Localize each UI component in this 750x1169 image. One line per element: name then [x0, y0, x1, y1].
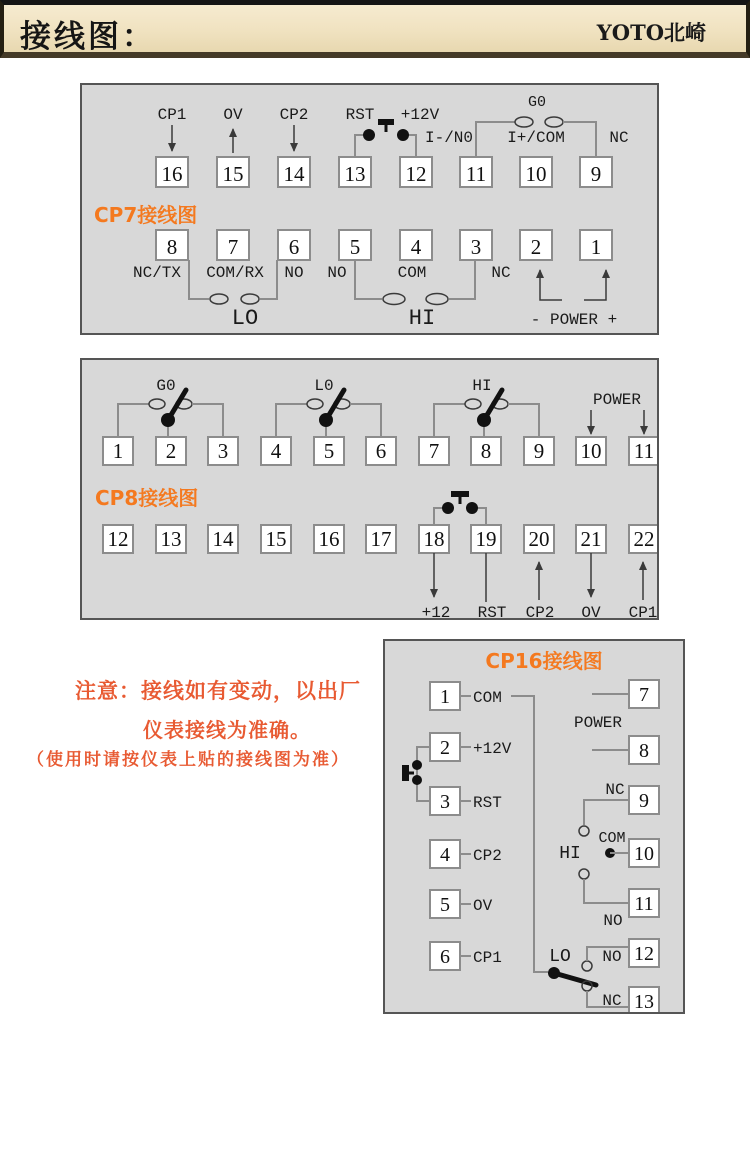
cp8-terminal-9: 9 — [533, 439, 545, 463]
cp16-lo-relay — [548, 947, 629, 1010]
cp8-terminal-5: 5 — [323, 439, 335, 463]
cp7-terminal-6: 6 — [288, 235, 300, 259]
cp16-label-rst: RST — [473, 794, 502, 812]
cp7-terminal-3: 3 — [470, 235, 482, 259]
page-title: 接线图： — [20, 19, 156, 55]
cp16-terminal-12: 12 — [634, 943, 654, 965]
cp16-label-no11: NO — [603, 912, 623, 930]
cp16-hi-relay — [559, 781, 629, 930]
cp8-terminal-2: 2 — [165, 439, 177, 463]
cp7-signal-arrows — [172, 125, 294, 153]
cp16-terminal-10: 10 — [634, 843, 654, 865]
note-line-2: 仪表接线为准确。 — [143, 718, 311, 742]
cp7-label-cp1: CP1 — [157, 106, 187, 124]
note-line-1: 注意：接线如有变动，以出厂 — [75, 678, 361, 703]
cp8-terminal-11: 11 — [633, 439, 655, 463]
cp7-label-com4: COM — [397, 264, 427, 282]
cp8-terminal-15: 15 — [265, 527, 287, 551]
cp8-label-rst: RST — [477, 604, 507, 618]
cp7-terminal-16: 16 — [161, 162, 183, 186]
cp8-label-g0: G0 — [156, 377, 176, 395]
cp7-label-nc-top: NC — [609, 129, 629, 147]
cp7-terminal-10: 10 — [525, 162, 547, 186]
cp8-terminal-19: 19 — [475, 527, 497, 551]
cp7-reset-pushbutton — [355, 119, 416, 157]
cp7-label-hi: HI — [408, 306, 436, 331]
cp7-terminal-15: 15 — [222, 162, 244, 186]
cp8-label-hi: HI — [472, 377, 492, 395]
cp16-terminal-5: 5 — [440, 894, 450, 916]
cp16-terminal-11: 11 — [634, 893, 654, 915]
cp16-terminal-8: 8 — [639, 740, 649, 762]
cp16-label-lo: LO — [549, 947, 571, 967]
cp16-label-cp1: CP1 — [473, 949, 502, 967]
cp8-g0-switch — [118, 377, 223, 437]
cp16-label-com1: COM — [473, 689, 502, 707]
cp7-label-com-rx: COM/RX — [206, 264, 264, 282]
cp8-power-arrows — [591, 410, 644, 434]
cp16-panel-title: CP16接线图 — [485, 649, 603, 673]
cp8-terminal-8: 8 — [480, 439, 492, 463]
cp8-terminal-1: 1 — [112, 439, 124, 463]
cp7-label-ov: OV — [223, 106, 243, 124]
cp7-terminal-7: 7 — [227, 235, 239, 259]
cp16-terminal-6: 6 — [440, 946, 450, 968]
cp8-diagram — [82, 360, 657, 618]
note-line-3: （使用时请按仪表上贴的接线图为准） — [27, 750, 350, 770]
cp7-terminal-5: 5 — [349, 235, 361, 259]
page-header — [0, 0, 750, 58]
cp8-terminal-18: 18 — [423, 527, 445, 551]
cp8-hi-switch — [434, 377, 539, 437]
cp7-power-arrows — [540, 270, 606, 300]
cp7-label-nc3: NC — [491, 264, 511, 282]
cp16-terminal-3: 3 — [440, 791, 450, 813]
cp8-terminal-4: 4 — [270, 439, 282, 463]
cp7-terminal-8: 8 — [166, 235, 178, 259]
cp16-label-nc13: NC — [602, 992, 622, 1010]
cp16-com-bus-wire — [511, 696, 548, 972]
cp8-wiring-diagram-panel — [80, 358, 659, 620]
cp16-diagram — [385, 641, 683, 1012]
cp8-terminal-22: 22 — [633, 527, 655, 551]
cp7-terminal-13: 13 — [344, 162, 366, 186]
cp8-panel-title: CP8接线图 — [95, 486, 199, 510]
cp16-label-power: POWER — [573, 714, 623, 732]
cp7-label-i-minus-no: I-/N0 — [424, 129, 473, 147]
cp8-terminal-13: 13 — [160, 527, 182, 551]
cp8-terminal-20: 20 — [528, 527, 550, 551]
cp8-terminal-3: 3 — [217, 439, 229, 463]
cp16-label-cp2: CP2 — [473, 847, 502, 865]
cp8-label-plus12: +12 — [421, 604, 451, 618]
cp8-bottom-arrows — [434, 553, 643, 602]
cp16-label-no12: NO — [602, 948, 622, 966]
cp16-left-terminals — [430, 682, 512, 970]
cp8-terminal-6: 6 — [375, 439, 387, 463]
cp16-label-hi: HI — [559, 844, 581, 864]
cp8-terminal-21: 21 — [580, 527, 602, 551]
cp16-wiring-diagram-panel — [383, 639, 685, 1014]
cp8-l0-switch — [276, 377, 381, 437]
cp7-bottom-terminal-row — [156, 230, 612, 260]
cp7-terminal-11: 11 — [465, 162, 487, 186]
cp16-label-plus12v: +12V — [473, 740, 512, 758]
cp7-label-lo: LO — [231, 306, 259, 331]
cp7-label-no5: NO — [327, 264, 347, 282]
cp16-terminal-13: 13 — [634, 991, 654, 1012]
cp7-label-no6: NO — [284, 264, 304, 282]
cp8-terminal-17: 17 — [370, 527, 392, 551]
cp8-row2-terminals — [103, 525, 657, 553]
cp7-terminal-9: 9 — [590, 162, 602, 186]
cp16-terminal-2: 2 — [440, 737, 450, 759]
cp8-label-l0: L0 — [314, 377, 334, 395]
cp7-label-i-plus-com: I+/COM — [507, 129, 565, 147]
cp16-reset-pushbutton — [402, 747, 430, 801]
cp16-terminal-1: 1 — [440, 686, 450, 708]
cp7-label-g0: G0 — [527, 94, 547, 111]
cp7-terminal-14: 14 — [283, 162, 305, 186]
brand-logo: YOTO北崎 — [596, 20, 706, 45]
cp8-terminal-10: 10 — [580, 439, 602, 463]
cp16-terminal-7: 7 — [639, 684, 649, 706]
cp8-terminal-12: 12 — [107, 527, 129, 551]
cp7-label-nc-tx: NC/TX — [132, 264, 182, 282]
cp7-terminal-1: 1 — [590, 235, 602, 259]
cp8-terminal-7: 7 — [428, 439, 440, 463]
cp7-terminal-2: 2 — [530, 235, 542, 259]
cp7-top-terminal-row — [156, 157, 612, 187]
cp7-label-power: - POWER + — [530, 311, 618, 329]
cp16-terminal-9: 9 — [639, 790, 649, 812]
cp7-wiring-diagram-panel — [80, 83, 659, 335]
cp8-label-power: POWER — [592, 391, 642, 409]
cp8-reset-pushbutton — [434, 491, 486, 525]
cp7-terminal-4: 4 — [410, 235, 422, 259]
cp16-label-ov: OV — [473, 897, 493, 915]
cp8-label-cp2: CP2 — [525, 604, 555, 618]
cp7-label-cp2: CP2 — [279, 106, 309, 124]
cp7-terminal-12: 12 — [405, 162, 427, 186]
cp7-panel-title: CP7接线图 — [94, 203, 198, 227]
cp8-label-ov: OV — [581, 604, 601, 618]
cp16-terminal-4: 4 — [440, 844, 450, 866]
cp8-terminal-16: 16 — [318, 527, 340, 551]
cp16-right-terminals — [629, 680, 659, 1012]
cp8-row1-terminals — [103, 437, 657, 465]
cp7-label-plus12v: +12V — [400, 106, 440, 124]
cp7-diagram — [82, 85, 657, 333]
cp8-label-cp1: CP1 — [628, 604, 657, 618]
cp7-label-rst: RST — [345, 106, 375, 124]
cp8-terminal-14: 14 — [212, 527, 234, 551]
cp16-label-nc9: NC — [605, 781, 625, 799]
cp16-label-com10: COM — [598, 830, 626, 847]
